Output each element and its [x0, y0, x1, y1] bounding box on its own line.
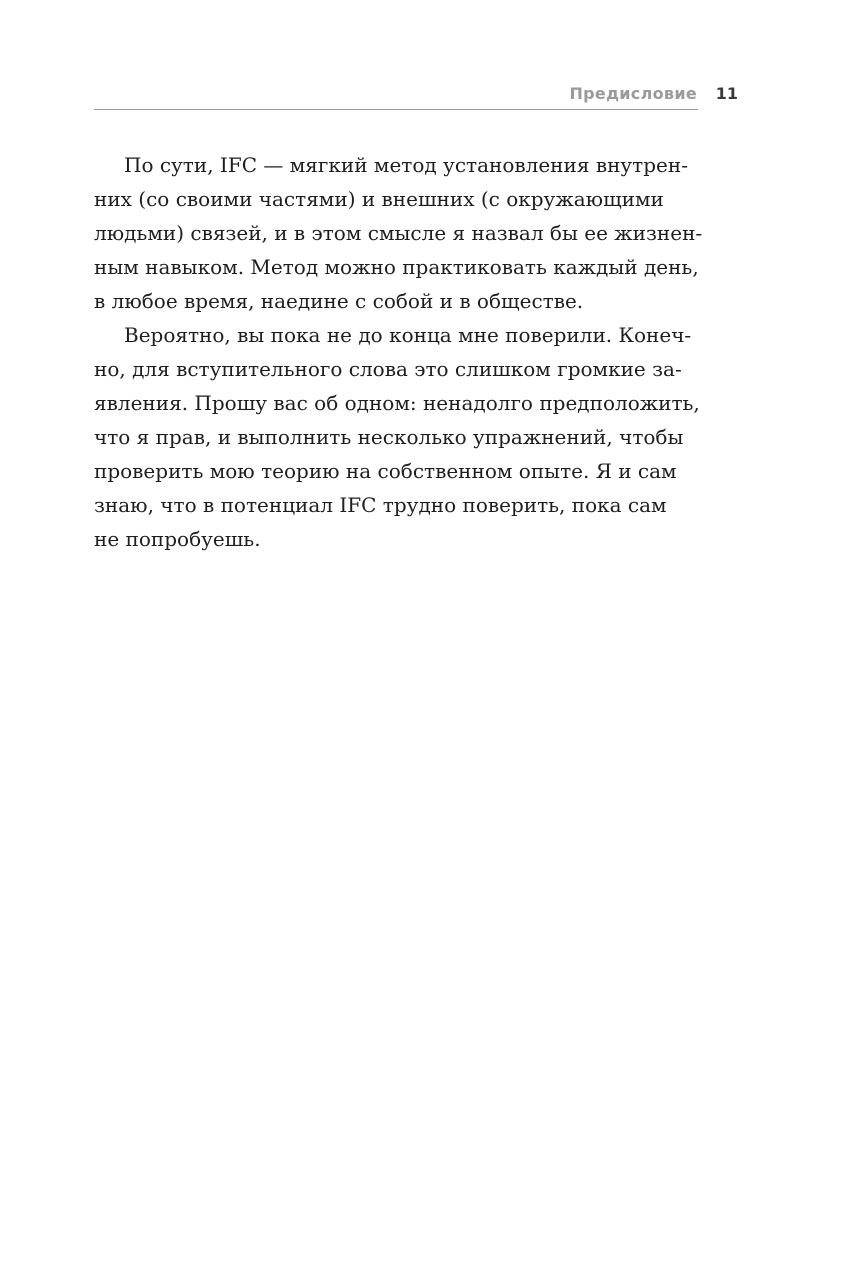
- text-line: что я прав, и выполнить несколько упражнений, чтобы: [94, 425, 684, 449]
- text-line: Вероятно, вы пока не до конца мне поверили. Конеч-: [124, 323, 692, 347]
- header-rule: [94, 109, 698, 110]
- text-line: в любое время, наедине с собой и в обществе.: [94, 289, 584, 313]
- text-line: но, для вступительного слова это слишком громкие за-: [94, 357, 682, 381]
- body-text: [94, 148, 704, 556]
- text-line: не попробуешь.: [94, 527, 261, 551]
- text-line: них (со своими частями) и внешних (с окружающими: [94, 187, 664, 211]
- text-line: ным навыком. Метод можно практиковать каждый день,: [94, 255, 699, 279]
- text-line: По сути, IFC — мягкий метод установления внутрен-: [124, 153, 688, 177]
- running-header: [94, 82, 738, 110]
- section-title: Предисловие: [569, 84, 697, 103]
- paragraph-1: [94, 148, 704, 318]
- text-line: знаю, что в потенциал IFC трудно поверить, пока сам: [94, 493, 667, 517]
- paragraph-2: [94, 318, 704, 556]
- text-line: проверить мою теорию на собственном опыте. Я и сам: [94, 459, 677, 483]
- text-line: явления. Прошу вас об одном: ненадолго предположить,: [94, 391, 700, 415]
- page-number: 11: [715, 84, 738, 103]
- text-line: людьми) связей, и в этом смысле я назвал бы ее жизнен-: [94, 221, 703, 245]
